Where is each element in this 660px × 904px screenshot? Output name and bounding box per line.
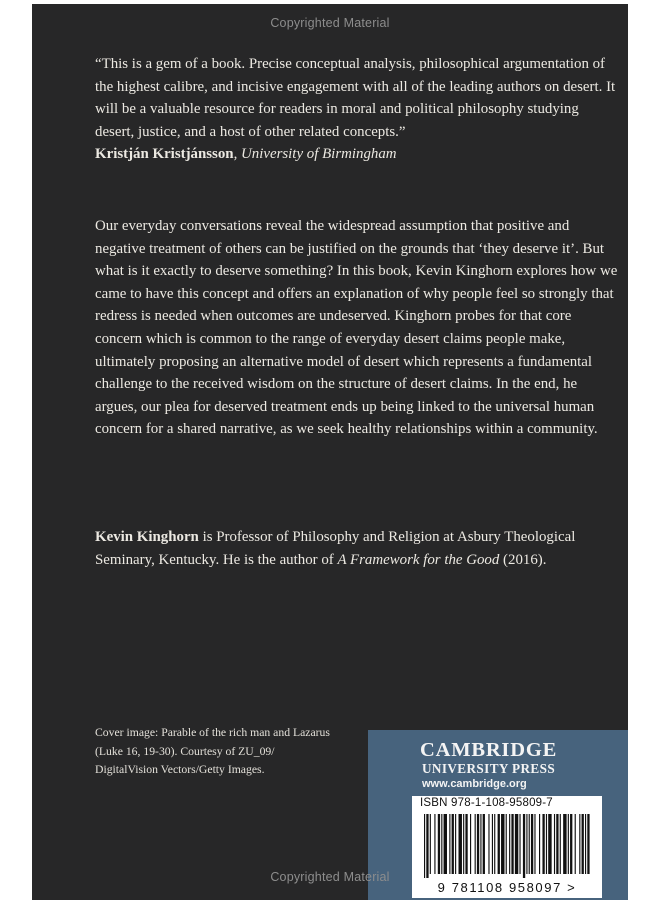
bio-year: (2016). bbox=[499, 551, 547, 568]
quote-separator: , bbox=[233, 146, 242, 163]
barcode-number: 9 781108 958097 > bbox=[437, 880, 577, 895]
publisher-website: www.cambridge.org bbox=[422, 778, 527, 790]
barcode-icon bbox=[422, 814, 592, 878]
review-quote bbox=[95, 53, 620, 166]
publisher-subtitle: UNIVERSITY PRESS bbox=[422, 761, 556, 776]
bio-book-title: A Framework for the Good bbox=[337, 551, 500, 568]
watermark-top: Copyrighted Material bbox=[270, 16, 390, 30]
cover-image-credit: Cover image: Parable of the rich man and Lazarus (Luke 16, 19-30). Courtesy of ZU_09/ DigitalVision Vectors/Getty Images. bbox=[95, 726, 330, 777]
author-bio bbox=[95, 526, 620, 571]
isbn-label: ISBN 978-1-108-95809-7 bbox=[420, 797, 553, 809]
watermark-bottom: Copyrighted Material bbox=[270, 870, 390, 884]
quote-affiliation: University of Birmingham bbox=[241, 146, 397, 163]
quote-author: Kristján Kristjánsson bbox=[95, 146, 234, 163]
bio-text: is Professor of Philosophy and Religion at Asbury Theological Seminary, Kentucky. He is the author of bbox=[95, 529, 576, 568]
quote-text: “This is a gem of a book. Precise conceptual analysis, philosophical argumentation of the highest calibre, and incisive engagement with all of the leading authors on desert. It will be a valuable resource for readers in moral and political philosophy studying desert, justice, and a host of other related concepts.” bbox=[95, 56, 616, 140]
book-summary: Our everyday conversations reveal the widespread assumption that positive and negative treatment of others can be justified on the grounds that ‘they deserve it’. But what is it exactly to deserve something? In this book, Kevin Kinghorn explores how we came to have this concept and offers an explanation of why people feel so strongly that redress is needed when outcomes are undeserved. Kinghorn probes for that core concern which is common to the range of everyday desert claims people make, ultimately proposing an alternative model of desert which represents a fundamental challenge to the received wisdom on the structure of desert claims. In the end, he argues, our plea for deserved treatment ends up being linked to the universal human concern for a shared narrative, as we seek healthy relationships within a community. bbox=[95, 218, 618, 438]
publisher-name: CAMBRIDGE bbox=[420, 739, 558, 761]
author-name: Kevin Kinghorn bbox=[95, 529, 199, 545]
back-cover bbox=[32, 4, 628, 900]
